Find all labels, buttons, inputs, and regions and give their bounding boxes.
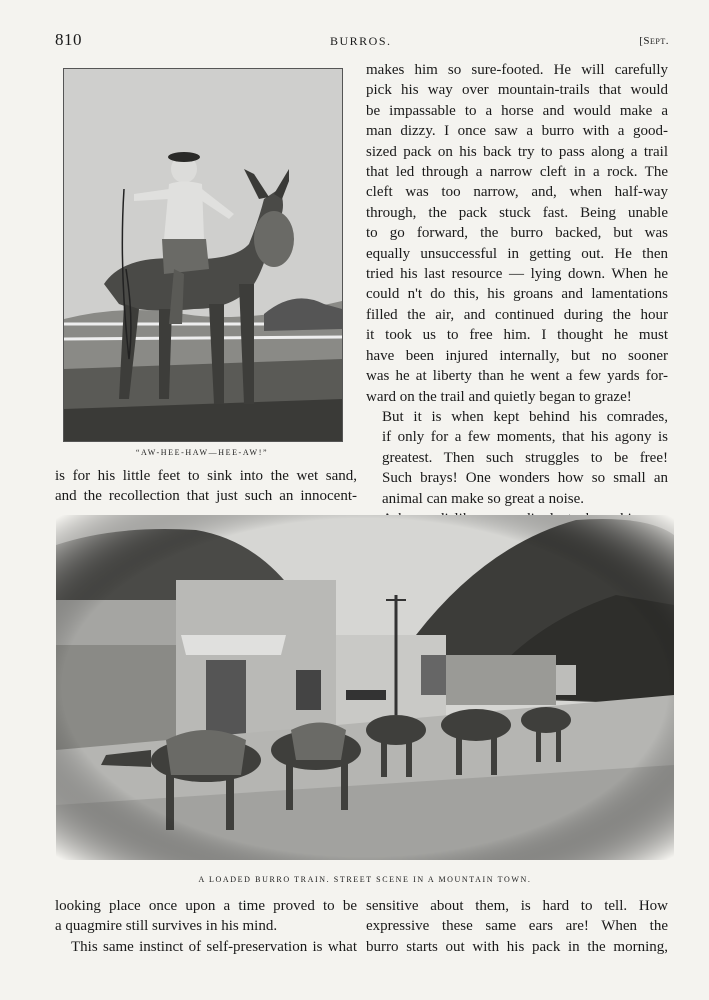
text-line: be impassable to a horse and would make a — [366, 102, 668, 119]
text-line: filled the air, and continued during the hour — [366, 306, 668, 323]
text-line: through, the pack stuck fast. Being unable — [366, 204, 668, 221]
text-line: and the recollection that just such an innocent- — [55, 488, 357, 505]
text-line: expressive these same ears are! When the — [366, 918, 668, 935]
left-column-bottom — [55, 896, 357, 957]
figure-1-caption: “AW-HEE-HAW—HEE-AW!” — [135, 448, 269, 457]
text-line: to go forward, the burro backed, but was — [366, 225, 668, 242]
text-line: sensitive about them, is hard to tell. How — [366, 898, 668, 914]
text-line: man dizzy. I once saw a burro with a good- — [366, 123, 668, 140]
text-line: is for his little feet to sink into the wet sand, — [55, 468, 357, 484]
text-line: ward on the trail and quietly began to graze! — [366, 388, 632, 405]
paragraph-wet-sand — [55, 466, 357, 507]
boy-on-burro-illustration — [63, 68, 343, 442]
right-column-bottom — [366, 896, 668, 957]
text-line: equally unsuccessful in getting out. He then — [366, 245, 668, 262]
text-line: pick his way over mountain-trails that would — [366, 82, 668, 99]
burro-train-illustration — [56, 515, 674, 860]
text-line: greatest. Then such struggles to be free! — [382, 449, 668, 466]
running-title: BURROS. — [330, 34, 392, 48]
paragraph-quagmire — [55, 896, 357, 937]
left-column-mid — [55, 466, 357, 507]
text-line: tried his last resource — lying down. When he — [366, 266, 668, 283]
text-line: sized pack on his back try to pass along a trail — [366, 143, 668, 160]
text-line: But it is when kept behind his comrades, — [382, 408, 668, 425]
text-line: Such brays! One wonders how so small an — [382, 470, 668, 487]
text-line: makes him so sure-footed. He will carefully — [366, 62, 668, 78]
paragraph-ears-expressive — [366, 896, 668, 957]
text-line: it took us to free him. I thought he must — [366, 327, 668, 344]
page-number: 810 — [55, 30, 82, 49]
street-scene-drawing — [56, 515, 674, 860]
text-line: looking place once upon a time proved to be — [55, 898, 357, 914]
text-line: could n't do this, his groans and lamentations — [366, 286, 668, 303]
paragraph-sure-footed — [366, 60, 668, 407]
text-line: if only for a few moments, that his agony is — [382, 429, 668, 446]
text-line: have been injured internally, but no sooner — [366, 347, 668, 364]
boy-on-burro-drawing — [64, 69, 342, 441]
figure-2-caption: A LOADED BURRO TRAIN. STREET SCENE IN A MOUNTAIN TOWN. — [198, 875, 532, 884]
paragraph-self-preservation — [55, 937, 357, 957]
text-line: cleft was too narrow, and, when half-way — [366, 184, 668, 201]
text-line: This same instinct of self-preservation is what — [71, 938, 357, 955]
right-column-top — [366, 60, 668, 570]
running-month: [Sept. — [639, 35, 669, 47]
text-line: animal can make so great a noise. — [382, 490, 585, 507]
text-line: that led through a narrow cleft in a rock. The — [366, 164, 668, 181]
text-line: burro starts out with his pack in the morning, — [366, 938, 668, 955]
text-line: was he at liberty than he went a few yards for- — [366, 368, 668, 385]
paragraph-comrades — [366, 407, 668, 509]
text-line: a quagmire still survives in his mind. — [55, 918, 278, 935]
